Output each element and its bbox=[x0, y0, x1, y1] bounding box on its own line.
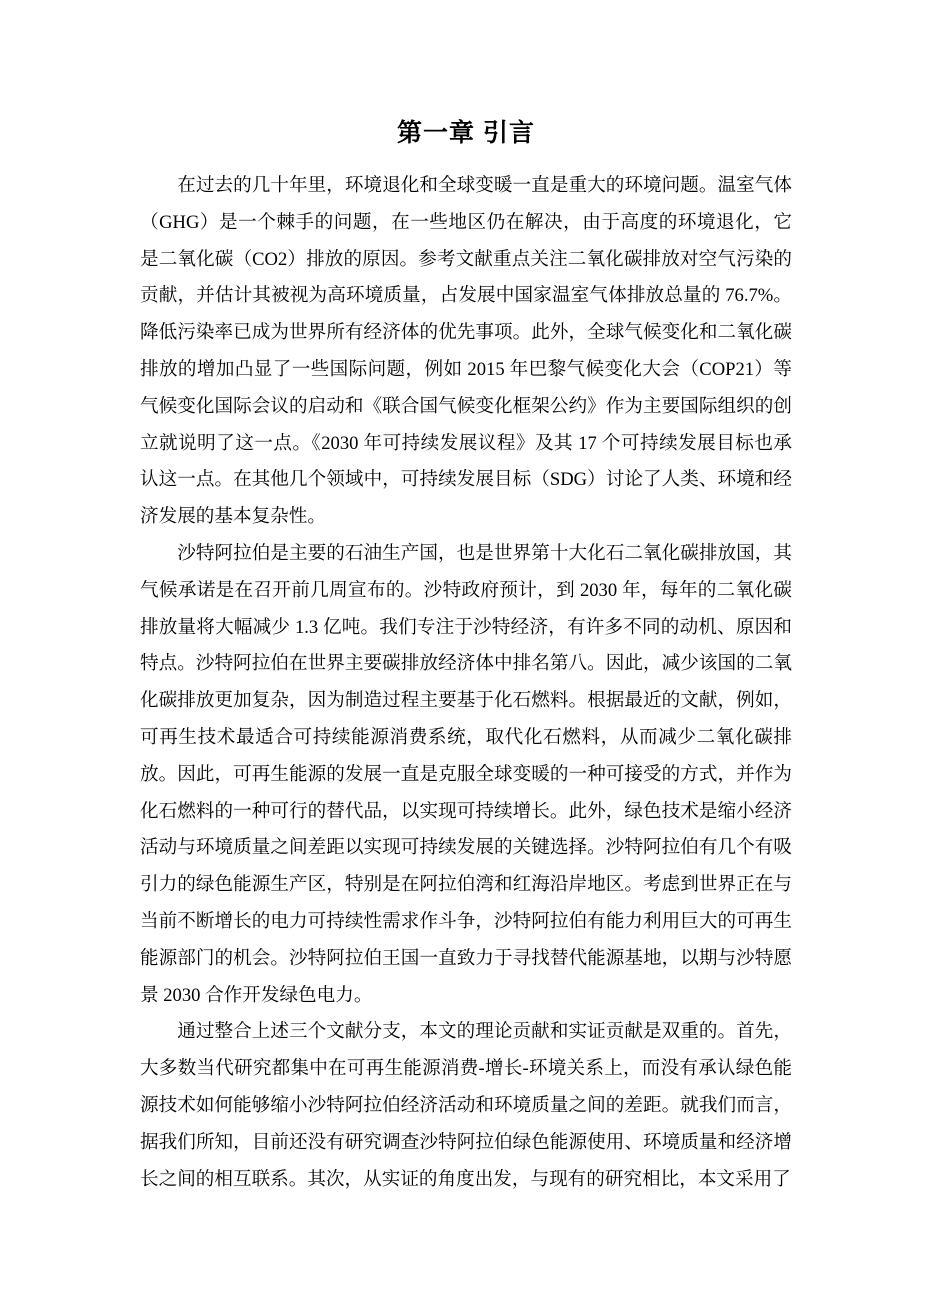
chapter-title: 第一章 引言 bbox=[397, 119, 535, 147]
document-content bbox=[140, 110, 792, 1198]
paragraph-intro-environment: 在过去的几十年里，环境退化和全球变暖一直是重大的环境问题。温室气体（GHG）是一个棘手的问题，在一些地区仍在解决，由于高度的环境退化，它是二氧化碳（CO2）排放的原因。参考文献重点关注二氧化碳排放对空气污染的贡献，并估计其被视为高环境质量，占发展中国家温室气体排放总量的 76.7%。降低污染率已成为世界所有经济体的优先事项。此外，全球气候变化和二氧化碳排放的增加凸显了一些国际问题，例如 2015 年巴黎气候变化大会（COP21）等气候变化国际会议的启动和《联合国气候变化框架公约》作为主要国际组织的创立就说明了这一点。《2030 年可持续发展议程》及其 17 个可持续发展目标也承认这一点。在其他几个领域中，可持续发展目标（SDG）讨论了人类、环境和经济发展的基本复杂性。 bbox=[140, 175, 792, 528]
paragraph-saudi-arabia: 沙特阿拉伯是主要的石油生产国，也是世界第十大化石二氧化碳排放国，其气候承诺是在召开前几周宣布的。沙特政府预计，到 2030 年，每年的二氧化碳排放量将大幅减少 1.3 亿吨。我们专注于沙特经济，有许多不同的动机、原因和特点。沙特阿拉伯在世界主要碳排放经济体中排名第八。因此，减少该国的二氧化碳排放更加复杂，因为制造过程主要基于化石燃料。根据最近的文献，例如，可再生技术最适合可持续能源消费系统，取代化石燃料，从而减少二氧化碳排放。因此，可再生能源的发展一直是克服全球变暖的一种可接受的方式，并作为化石燃料的一种可行的替代品，以实现可持续增长。此外，绿色技术是缩小经济活动与环境质量之间差距以实现可持续发展的关键选择。沙特阿拉伯有几个有吸引力的绿色能源生产区，特别是在阿拉伯湾和红海沿岸地区。考虑到世界正在与当前不断增长的电力可持续性需求作斗争，沙特阿拉伯有能力利用巨大的可再生能源部门的机会。沙特阿拉伯王国一直致力于寻找替代能源基地，以期与沙特愿景 2030 合作开发绿色电力。 bbox=[140, 542, 792, 1006]
paragraph-contributions: 通过整合上述三个文献分支，本文的理论贡献和实证贡献是双重的。首先，大多数当代研究都集中在可再生能源消费-增长-环境关系上，而没有承认绿色能源技术如何能够缩小沙特阿拉伯经济活动和环境质量之间的差距。就我们而言，据我们所知，目前还没有研究调查沙特阿拉伯绿色能源使用、环境质量和经济增长之间的相互联系。其次，从实证的角度出发，与现有的研究相比，本文采用了 bbox=[140, 1021, 792, 1190]
